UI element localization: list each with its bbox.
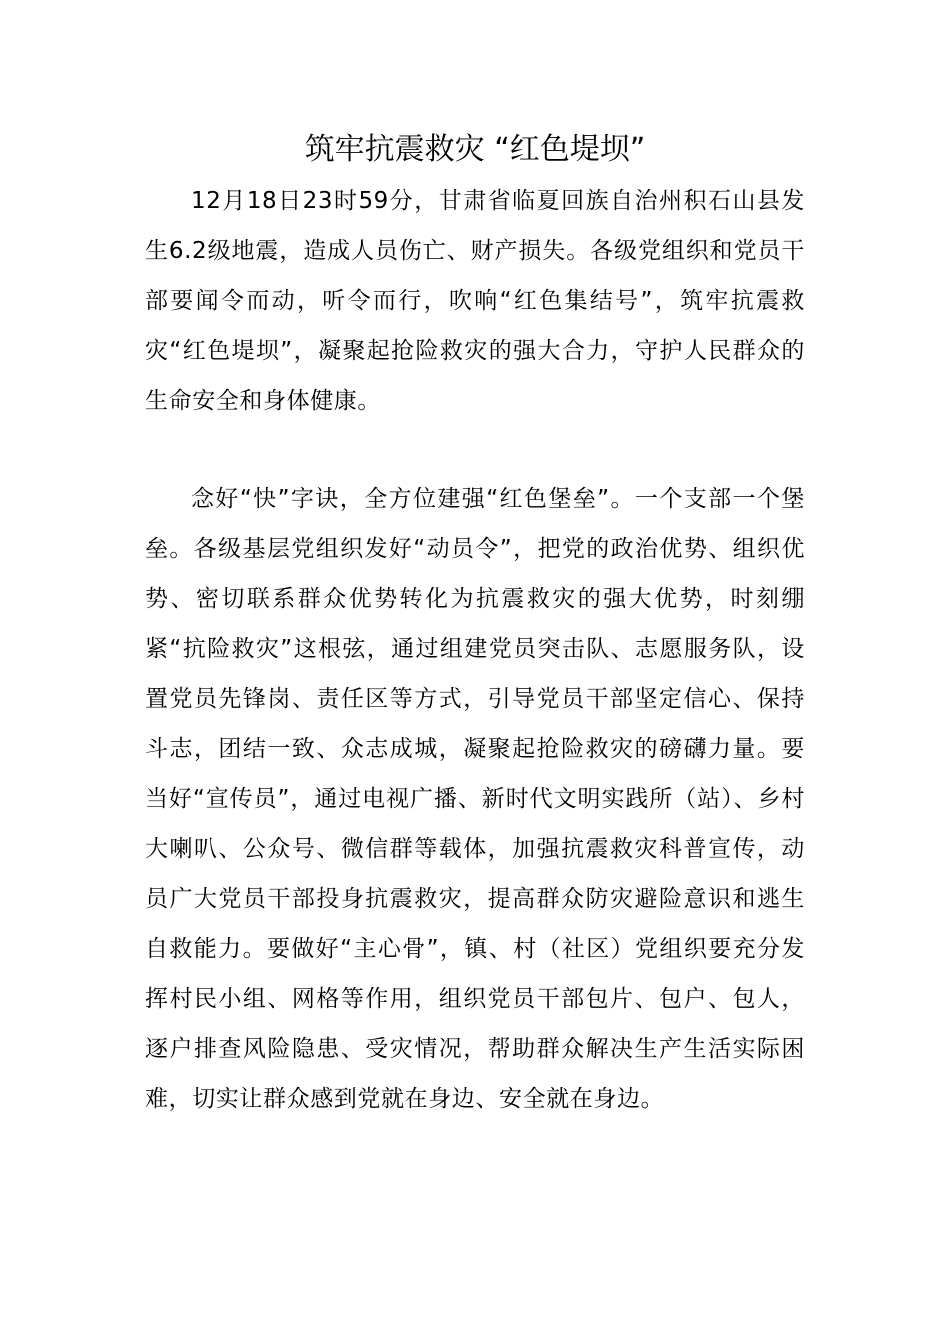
document-title: 筑牢抗震救灾 “红色堤坝” — [304, 132, 646, 167]
paragraph-intro: 12月18日23时59分，甘肃省临夏回族自治州积石山县发生6.2级地震，造成人员伤亡、财产损失。各级党组织和党员干部要闻令而动，听令而行，吹响“红色集结号”，筑牢抗震救灾“红色堤坝”，凝聚起抢险救灾的强大合力，守护人民群众的生命安全和身体健康。 — [145, 188, 805, 414]
paragraph-body: 念好“快”字诀，全方位建强“红色堡垒”。一个支部一个堡垒。各级基层党组织发好“动员令”，把党的政治优势、组织优势、密切联系群众优势转化为抗震救灾的强大优势，时刻绷紧“抗险救灾”这根弦，通过组建党员突击队、志愿服务队，设置党员先锋岗、责任区等方式，引导党员干部坚定信心、保持斗志，团结一致、众志成城，凝聚起抢险救灾的磅礴力量。要当好“宣传员”，通过电视广播、新时代文明实践所（站）、乡村大喇叭、公众号、微信群等载体，加强抗震救灾科普宣传，动员广大党员干部投身抗震救灾，提高群众防灾避险意识和逃生自救能力。要做好“主心骨”，镇、村（社区）党组织要充分发挥村民小组、网格等作用，组织党员干部包片、包户、包人，逐户排查风险隐患、受灾情况，帮助群众解决生产生活实际困难，切实让群众感到党就在身边、安全就在身边。 — [145, 486, 805, 1112]
